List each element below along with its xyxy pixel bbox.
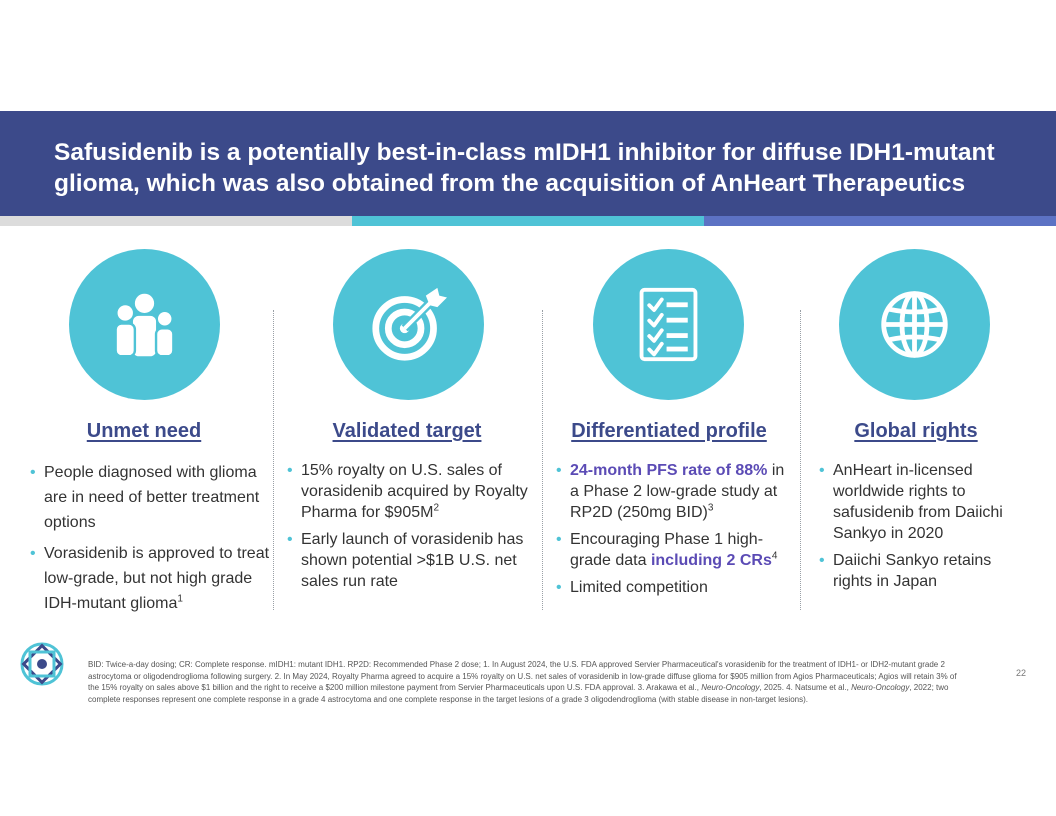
column-title-validated-target: Validated target (332, 420, 482, 442)
list-item: • AnHeart in-licensed worldwide rights to safusidenib from Daiichi Sankyo in 2020 (819, 460, 1029, 544)
stripe-gray (0, 216, 352, 226)
people-icon (106, 286, 183, 363)
list-item: • Limited competition (556, 577, 792, 598)
list-item: • Early launch of vorasidenib has shown potential >$1B U.S. net sales run rate (287, 529, 535, 592)
target-icon (370, 286, 447, 363)
bullet-list-unmet-need (30, 460, 270, 622)
stripe-blue (704, 216, 1056, 226)
column-divider (542, 310, 543, 610)
company-logo-icon (19, 641, 65, 687)
target-icon-circle (333, 249, 484, 400)
list-item: • People diagnosed with glioma are in need of better treatment options (30, 460, 270, 535)
list-item: • Daiichi Sankyo retains rights in Japan (819, 550, 1029, 592)
slide-title: Safusidenib is a potentially best-in-class mIDH1 inhibitor for diffuse IDH1-mutant glioma, which was also obtained from the acquisition of AnHeart Therapeutics (54, 139, 995, 197)
stripe-teal (352, 216, 704, 226)
footnote-ref: 1 (177, 593, 183, 605)
highlight-text: 24-month PFS rate of 88% (570, 462, 768, 479)
footnote-text: BID: Twice-a-day dosing; CR: Complete response. mIDH1: mutant IDH1. RP2D: Recommended Phase 2 dose; 1. In August 2024, the U.S. FDA approved Servier Pharmaceutical's vorasidenib for the treatment of IDH1- or IDH2-mutant grade 2 astrocytoma or oligodendroglioma following surgery. 2. In May 2024, Royalty Pharma agreed to acquire a 15% royalty on U.S. net sales of vorasidenib in low-grade diffuse glioma for $905 million from Agios Pharmaceuticals; Agios will retain 3% of the 15% royalty on sales above $1 billion and the right to receive a $200 million milestone payment from Servier Pharmaceuticals upon U.S. FDA approval. 3. Arakawa et al., Neuro-Oncology, 2025. 4. Natsume et al., Neuro-Oncology, 2022; two complete responses represent one complete response in a grade 4 astrocytoma and one complete response in the target lesions of a grade 3 oligodendroglioma (with stable disease in non-target lesions). (88, 660, 957, 704)
globe-icon (876, 286, 953, 363)
column-divider (800, 310, 801, 610)
bullet-list-global-rights (819, 460, 1029, 598)
column-title-global-rights: Global rights (854, 420, 978, 442)
highlight-text: including 2 CRs (650, 552, 772, 569)
bullet-list-validated-target (287, 460, 535, 598)
column-title-unmet-need: Unmet need (86, 420, 202, 442)
bullet-list-differentiated-profile (556, 460, 792, 604)
list-item: • Vorasidenib is approved to treat low-grade, but not high grade IDH-mutant glioma$^1$ (30, 541, 270, 616)
checklist-icon-circle (593, 249, 744, 400)
column-title-differentiated-profile: Differentiated profile (571, 420, 767, 442)
list-item: • 24-month PFS rate of 88% in a Phase 2 low-grade study at RP2D (250mg BID)$^3$ (556, 460, 792, 523)
list-item: • Encouraging Phase 1 high-grade data including 2 CRs$^4$ (556, 529, 792, 571)
globe-icon-circle (839, 249, 990, 400)
footnote-ref: 2 (433, 502, 440, 514)
footnote-ref: 3 (707, 502, 714, 514)
people-icon-circle (69, 249, 220, 400)
title-banner (0, 111, 1056, 216)
page-number: 22 (1016, 668, 1027, 678)
column-divider (273, 310, 274, 610)
footnote-ref: 4 (771, 550, 778, 562)
list-item: • 15% royalty on U.S. sales of vorasidenib acquired by Royalty Pharma for $\$905M^2$ (287, 460, 535, 523)
checklist-icon (630, 286, 707, 363)
